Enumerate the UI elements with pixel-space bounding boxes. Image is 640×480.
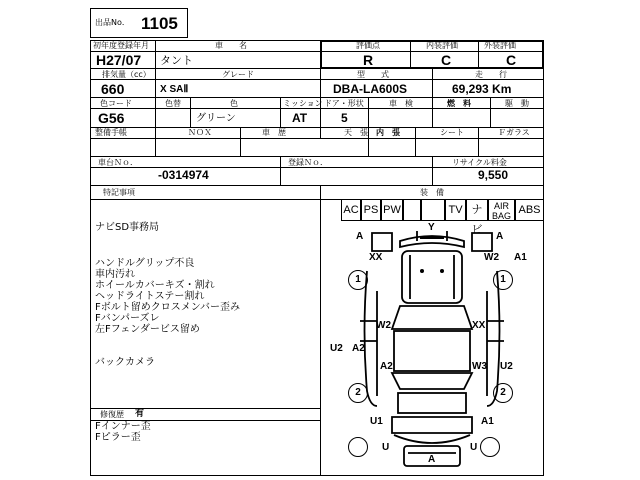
wheel-rear-right: 2 xyxy=(493,383,513,403)
reg-date-label: 初年度登録年月 xyxy=(93,41,149,50)
equipment-item: ナビ xyxy=(466,199,488,221)
mission-value: AT xyxy=(292,111,308,125)
recycle-label: リサイクル料金 xyxy=(452,158,507,167)
damage-code: XX xyxy=(472,320,486,331)
spare-wheel-left xyxy=(348,437,368,457)
repair-label: 修復歴 xyxy=(100,410,124,419)
defect-note: ホイールカバーキズ・割れ xyxy=(95,280,215,291)
equipment-header: 装 備 xyxy=(420,188,444,197)
model-value: DBA-LA600S xyxy=(333,82,408,96)
interior-value: C xyxy=(441,52,452,68)
score-label: 評価点 xyxy=(356,41,380,50)
damage-code: A2 xyxy=(380,361,393,372)
wheel-front-right: 1 xyxy=(493,270,513,290)
mileage-label: 走 行 xyxy=(475,70,507,79)
reg-date-value: H27/07 xyxy=(96,52,142,68)
fuel-label: 燃 料 xyxy=(447,99,471,108)
mission-label: ミッション xyxy=(283,99,323,108)
color-change-label: 色替 xyxy=(165,99,181,108)
equipment-item: PS xyxy=(361,199,381,221)
manual-label: 整備手帳 xyxy=(95,128,127,137)
wheel-front-left: 1 xyxy=(348,270,368,290)
reg-no-label: 登録Ｎｏ． xyxy=(288,158,328,167)
repair-note: Fピラー歪 xyxy=(95,432,141,443)
seat-label: シート xyxy=(440,128,464,137)
doors-label: ドア・形状 xyxy=(324,99,364,108)
car-name-value: タント xyxy=(160,54,193,67)
roof-label: 天 張 xyxy=(344,128,368,137)
mileage-value: 69,293 Km xyxy=(452,82,512,96)
damage-code: U2 xyxy=(330,343,343,354)
color-code-value: G56 xyxy=(98,110,125,126)
notes-header: 特記事項 xyxy=(103,188,135,197)
repair-value: 有 xyxy=(135,409,145,419)
defect-note: Fボルト留めクロスメンバー歪み xyxy=(95,302,241,313)
car-name-label: 車 名 xyxy=(215,41,247,50)
damage-code: U xyxy=(470,442,478,453)
damage-code: A2 xyxy=(352,343,365,354)
nox-label: ＮＯＸ xyxy=(188,128,212,137)
damage-code: W2 xyxy=(376,320,391,331)
equipment-item xyxy=(421,199,445,221)
equipment-item: ABS xyxy=(515,199,544,221)
displacement-label: 排気量（cc） xyxy=(102,70,151,79)
defect-note: ヘッドライトステー割れ xyxy=(95,291,205,302)
damage-code: A1 xyxy=(514,252,527,263)
damage-code: U xyxy=(382,442,390,453)
interior-lining-label: 内 張 xyxy=(376,128,400,137)
damage-code: XX xyxy=(369,252,383,263)
defect-note: Fバンパーズレ xyxy=(95,313,160,324)
glass-label: Ｆガラス xyxy=(498,128,530,137)
displacement-value: 660 xyxy=(101,81,125,97)
defect-note: 車内汚れ xyxy=(95,269,135,280)
damage-code: A xyxy=(496,231,504,242)
color-label: 色 xyxy=(230,99,238,108)
interior-label: 内装評価 xyxy=(426,41,458,50)
grade-value: X SAⅡ xyxy=(160,84,189,95)
note-camera: バックカメラ xyxy=(95,357,155,368)
equipment-item xyxy=(403,199,421,221)
damage-code: U1 xyxy=(370,416,383,427)
inspection-label: 車 検 xyxy=(389,99,413,108)
equipment-item: TV xyxy=(445,199,466,221)
spare-wheel-right xyxy=(480,437,500,457)
equipment-item: AC xyxy=(341,199,361,221)
defect-note: 左Fフェンダービス留め xyxy=(95,324,200,335)
exterior-value: C xyxy=(506,52,517,68)
defect-note: ハンドルグリップ不良 xyxy=(95,258,195,269)
damage-code: U2 xyxy=(500,361,513,372)
damage-code: A xyxy=(428,454,436,465)
damage-code: W3 xyxy=(472,361,487,372)
listing-number-label: 出品No． xyxy=(95,18,130,27)
equipment-item: AIR BAG xyxy=(488,199,515,221)
damage-code: Y xyxy=(428,222,435,233)
listing-number-box xyxy=(90,8,188,38)
recycle-value: 9,550 xyxy=(478,168,509,182)
chassis-value: -0314974 xyxy=(158,168,209,182)
history-label: 車 歴 xyxy=(262,128,286,137)
chassis-label: 車台Ｎｏ． xyxy=(98,158,138,167)
wheel-rear-left: 2 xyxy=(348,383,368,403)
drive-label: 駆 動 xyxy=(505,99,529,108)
model-label: 型 式 xyxy=(357,70,389,79)
color-code-label: 色コード xyxy=(100,99,132,108)
score-value: R xyxy=(363,52,374,68)
doors-value: 5 xyxy=(341,111,348,125)
color-value: グリーン xyxy=(196,113,236,124)
damage-code: A xyxy=(356,231,364,242)
damage-code: W2 xyxy=(484,252,499,263)
note-navi: ナビSD事務局 xyxy=(95,222,160,233)
listing-number-value: 1105 xyxy=(141,14,178,33)
repair-note: Fインナー歪 xyxy=(95,421,151,432)
exterior-label: 外装評価 xyxy=(484,41,516,50)
equipment-item: PW xyxy=(381,199,403,221)
damage-code: A1 xyxy=(481,416,494,427)
grade-label: グレード xyxy=(222,70,254,79)
